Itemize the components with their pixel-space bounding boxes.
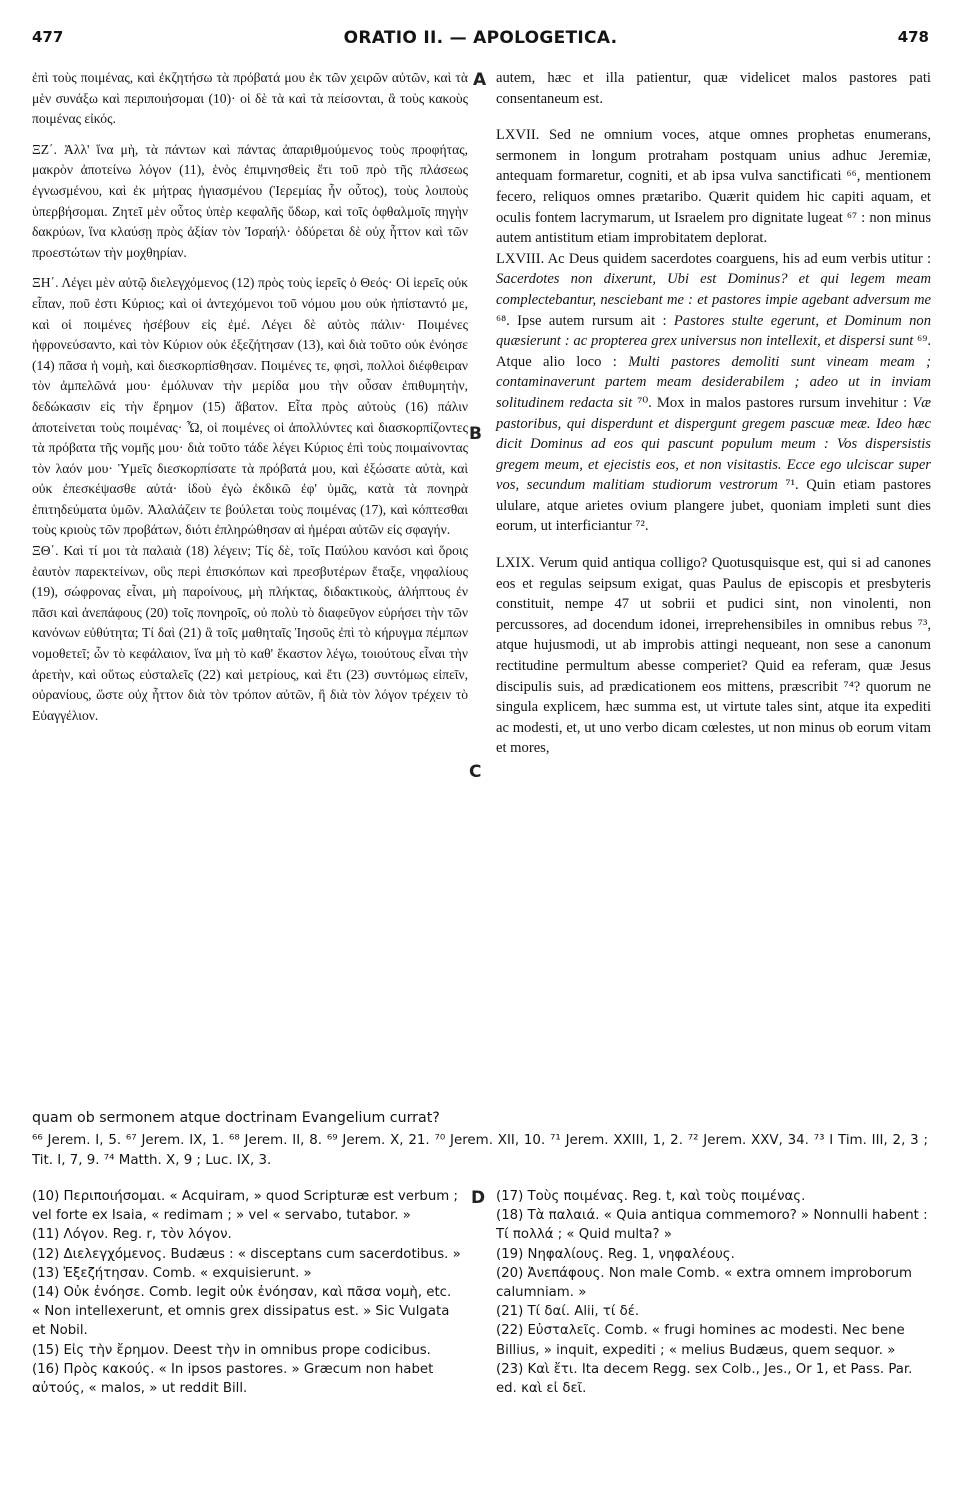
- greek-paragraph-3: ΞΗ΄. Λέγει μὲν αὐτῷ διελεγχόμενος (12) πρὸς τοὺς ἱερεῖς ὁ Θεός· Οἱ ἱερεῖς οὐκ εἶπαν, ποῦ ἐστι Κύριος; καὶ οἱ ἀντεχόμενοι τοῦ νόμου μου οὐκ ἠπίσταντό με, καὶ οἱ ποιμένες ἠσέβουν εἰς ἐμέ. Λέγει δὲ αὐτὸς πάλιν· Ποιμένες ἠφρονεύσαντο, καὶ τὸν Κύριον οὐκ ἐξεζήτησαν (13), καὶ διὰ τοῦτο οὐκ ἐνόησε (14) πᾶσα ἡ νομὴ, καὶ διεσκορπίσθησαν. Ποιμένες τε, φησὶ, πολλοὶ διέφθειραν τὸν ἀμπελῶνά μου· ἐμόλυναν τὴν μερίδα μου τὴν οὖσαν ἐπιθυμητὴν, δεδώκασιν εἰς τὴν ἔρημον (15) ἄβατον. Εἶτα πρὸς αὐτοὺς (16) πάλιν ἀποτείνεται τοὺς ποιμένας· Ὦ, οἱ ποιμένες οἱ ἀπολλύντες καὶ διασκορπίζοντες τὰ πρόβατα τῆς νομῆς μου· διὰ τοῦτο τάδε λέγει Κύριος ἐπὶ τοὺς ποιμαίνοντας τὸν λαόν μου· Ὑμεῖς διεσκορπίσατε τὰ πρόβατά μου, καὶ ἐξώσατε αὐτὰ, καὶ οὐκ ἐπεσκέψασθε αὐτά· ἰδοὺ ἐγὼ ἐκδικῶ ἐφ' ὑμᾶς, κατὰ τὰ πονηρὰ ἐπιτηδεύματα ὑμῶν. Ἀλαλάζειν τε βούλεται τοὺς ποιμένας (17), καὶ κόπτεσθαι τοὺς κριοὺς τῶν προβάτων, διότι ἐπληρώθησαν αἱ ἡμέραι αὐτῶν εἰς σφαγήν.: [32, 275, 468, 538]
- greek-paragraph-1: ἐπὶ τοὺς ποιμένας, καὶ ἐκζητήσω τὰ πρόβατά μου ἐκ τῶν χειρῶν αὐτῶν, καὶ τὰ μὲν συνάξω καὶ περιποιήσομαι (10)· οἱ δὲ τὰ καὶ τὰ πείσονται, ἃ τοὺς κακοὺς ποιμένας εἰκός.: [32, 70, 468, 127]
- latin-text: ⁶⁹. Atque alio loco :: [496, 333, 931, 370]
- notes-left-column: [32, 1187, 462, 1398]
- margin-marker-c: C: [469, 762, 482, 782]
- latin-quote: Multi pastores demoliti sunt vineam meam ; contaminaverunt partem meam desiderabilem ; adeo ut in inviam solitudinem redacta sit: [496, 353, 931, 411]
- latin-quote: Sacerdotes non dixerunt, Ubi est Dominus? et qui legem meam complectebantur, nesciebant me : et pastores impie agebant adversum me: [496, 271, 931, 308]
- latin-text: ⁷¹. Quin etiam pastores ululare, atque arietes ovium plangere jubet, quoniam impleti sunt dies eorum, ut interficiantur ⁷².: [496, 477, 931, 535]
- footnote: (10) Περιποιήσομαι. « Acquiram, » quod Scripturæ est verbum ; vel forte ex Isaia, « redimam ; » vel « servabo, tutabor. »: [32, 1189, 458, 1224]
- latin-paragraph-1: autem, hæc et illa patientur, quæ videlicet malos pastores pati consentaneum est.: [496, 70, 931, 107]
- margin-marker-a: A: [473, 70, 487, 90]
- latin-column: [496, 68, 931, 759]
- page-number-left: 477: [32, 28, 64, 46]
- greek-paragraph-2: ΞΖ΄. Ἀλλ' ἵνα μὴ, τὰ πάντων καὶ πάντας ἀπαριθμούμενος τοὺς προφήτας, μακρὸν ἀποτείνω λόγον (11), ἑνὸς ἐπιμνησθεὶς ἔτι τοῦ πρὸ τῆς πλάσεως ἐγνωσμένου, καὶ ἐκ μήτρας ἡγιασμένου (Ἱερεμίας ἦν οὗτος), τοὺς λοιποὺς ὑπερβήσομαι. Ζητεῖ μὲν οὗτος ὑπὲρ κεφαλῆς ὕδωρ, καὶ τοῖς ὀφθαλμοῖς πηγὴν δακρύων, ἵνα κλαύσῃ πρὸς ἀξίαν τὸν Ἰσραήλ· ὀδύρεται δὲ οὐχ ἧττον καὶ τῶν προεστώτων τὴν μοχθηρίαν.: [32, 141, 468, 260]
- latin-text: ⁷⁰. Mox in malos pastores rursum invehitur :: [632, 394, 913, 411]
- footnote: (20) Ἀνεπάφους. Non male Comb. « extra omnem improborum calumniam. »: [496, 1265, 912, 1301]
- footnote: (15) Εἰς τὴν ἔρημον. Deest τὴν in omnibus prope codicibus.: [32, 1342, 431, 1358]
- footnote: (12) Διελεγχόμενος. Budæus : « disceptans cum sacerdotibus. »: [32, 1246, 461, 1262]
- latin-quote: Væ pastoribus, qui disperdunt et dispergunt gregem pascuæ meæ. Ideo hæc dicit Dominus ad eos qui pascunt populum meum : Vos dispersistis gregem meum, et ejecistis eos, et non visitastis. Ecce ego ulciscar super vos, secundum malitiam studiorum vestrorum: [496, 394, 931, 494]
- margin-marker-b: B: [469, 424, 482, 444]
- latin-text: ⁶⁸. Ipse autem rursum ait :: [496, 312, 674, 329]
- page-number-right: 478: [897, 28, 929, 46]
- scripture-references: ⁶⁶ Jerem. I, 5. ⁶⁷ Jerem. IX, 1. ⁶⁸ Jerem. II, 8. ⁶⁹ Jerem. X, 21. ⁷⁰ Jerem. XII, 10. ⁷¹ Jerem. XXIII, 1, 2. ⁷² Jerem. XXV, 34. ⁷³ I Tim. III, 2, 3 ; Tit. I, 7, 9. ⁷⁴ Matth. X, 9 ; Luc. IX, 3.: [32, 1133, 928, 1168]
- footnote: (22) Εὐσταλεῖς. Comb. « frugi homines ac modesti. Nec bene Billius, » inquit, expediti ; « melius Budæus, quem sequor. »: [496, 1323, 905, 1358]
- footnote: (17) Τοὺς ποιμένας. Reg. t, καὶ τοὺς ποιμένας.: [496, 1189, 806, 1204]
- greek-paragraph-4: ΞΘ΄. Καὶ τί μοι τὰ παλαιὰ (18) λέγειν; Τίς δὲ, τοῖς Παύλου κανόσι καὶ ὅροις ἑαυτὸν παρεκτείνων, οὓς περὶ ἐπισκόπων καὶ πρεσβυτέρων ἔταξε, νηφαλίους (19), σώφρονας εἶναι, μὴ παροίνους, μὴ πλήκτας, διδακτικοὺς, ἀλήπτους ἐν πᾶσι καὶ ἀνεπάφους (20) τοῖς πονηροῖς, οὐ πολὺ τὸ διαφεῦγον εὑρήσει τὴν τῶν κανόνων εὐθύτητα; Τί δαὶ (21) ἃ τοῖς μαθηταῖς Ἰησοῦς ἐπὶ τὸ κήρυγμα πέμπων νομοθετεῖ; ὧν τὸ κεφάλαιον, ἵνα μὴ τὸ καθ' ἕκαστον λέγω, τοιούτους εἶναι τὴν ἀρετὴν, καὶ οὕτως εὐσταλεῖς (22) καὶ μετρίους, καὶ ἔτι (23) συντόμως εἰπεῖν, οὐρανίους, ὥστε οὐχ ἧττον διὰ τὸν τρόπον αὐτῶν, ἢ διὰ τὸν λόγον τρέχειν τὸ Εὐαγγέλιον.: [32, 543, 468, 723]
- footnote: (19) Νηφαλίους. Reg. 1, νηφαλέους.: [496, 1246, 735, 1262]
- footnote: (18) Τὰ παλαιά. « Quia antiqua commemoro? » Nonnulli habent : Τί πολλά ; « Quid multa? »: [496, 1208, 928, 1243]
- footnote: (14) Οὐκ ἐνόησε. Comb. legit οὐκ ἐνόησαν, καὶ πᾶσα νομὴ, etc. « Non intellexerunt, et omnis grex dissipatus est. » Sic Vulgata et Nobil.: [32, 1285, 452, 1339]
- margin-marker-d: D: [471, 1188, 486, 1208]
- footnote: (23) Καὶ ἔτι. Ita decem Regg. sex Colb., Jes., Or 1, et Pass. Par. ed. καὶ εἰ δεῖ.: [496, 1361, 913, 1397]
- footnote: (11) Λόγον. Reg. r, τὸν λόγον.: [32, 1227, 232, 1243]
- latin-paragraph-3: [496, 249, 931, 537]
- footnote: (21) Τί δαί. Alii, τί δέ.: [496, 1304, 640, 1320]
- latin-text: LXVIII. Ac Deus quidem sacerdotes coarguens, his ad eum verbis utitur :: [496, 250, 931, 267]
- footnote: (16) Πρὸς κακούς. « In ipsos pastores. » Græcum non habet αὐτούς, « malos, » ut reddit Bill.: [32, 1361, 434, 1397]
- greek-column: [32, 68, 468, 726]
- latin-paragraph-2: LXVII. Sed ne omnium voces, atque omnes prophetas enumerans, sermonem in longum protraham postquam unius adhuc Jeremiæ, antequam formaretur, cogniti, et ab ipsa vulva sanctificati ⁶⁶, mentionem fecero, reliquos omnes prætaribo. Quærit quidem hic capiti aquam, et oculis fontem lacrymarum, ut Israelem pro dignitate lugeat ⁶⁷ : non minus autem antistitum etiam improbitatem deplorat.: [496, 127, 931, 247]
- latin-quote: Pastores stulte egerunt, et Dominum non quæsierunt : ac propterea grex universus non intellexit, et dispersi sunt: [496, 312, 932, 350]
- footnote: (13) Ἐξεζήτησαν. Comb. « exquisierunt. »: [32, 1265, 312, 1281]
- running-header: [0, 28, 961, 62]
- latin-paragraph-4: LXIX. Verum quid antiqua colligo? Quotusquisque est, qui si ad canones eos et regulas seipsum exigat, quas Paulus de episcopis et presbyteris constituit, nempe 47 ut sobrii et pudici sint, non vinolenti, non percussores, ad docendum idonei, irreprehensibiles in omnibus rebus ⁷³, atque hujusmodi, ut ab improbis attingi nequeant, non sese a canonum rectitudine permultum abesse comperiet? Quid ea referam, quæ Jesus discipulis suis, ad prædicationem eos mittens, præscribit ⁷⁴? quorum ne singula explicem, hæc summa est, ut virtute tales sint, atque ita expediti ac modesti, et, ut uno verbo dicam cœlestes, ut non minus ob eorum vitam et mores,: [496, 555, 931, 757]
- notes-right-column: [496, 1187, 928, 1398]
- closing-line: quam ob sermonem atque doctrinam Evangelium currat?: [32, 1110, 440, 1126]
- running-title: ORATIO II. — APOLOGETICA.: [343, 28, 618, 48]
